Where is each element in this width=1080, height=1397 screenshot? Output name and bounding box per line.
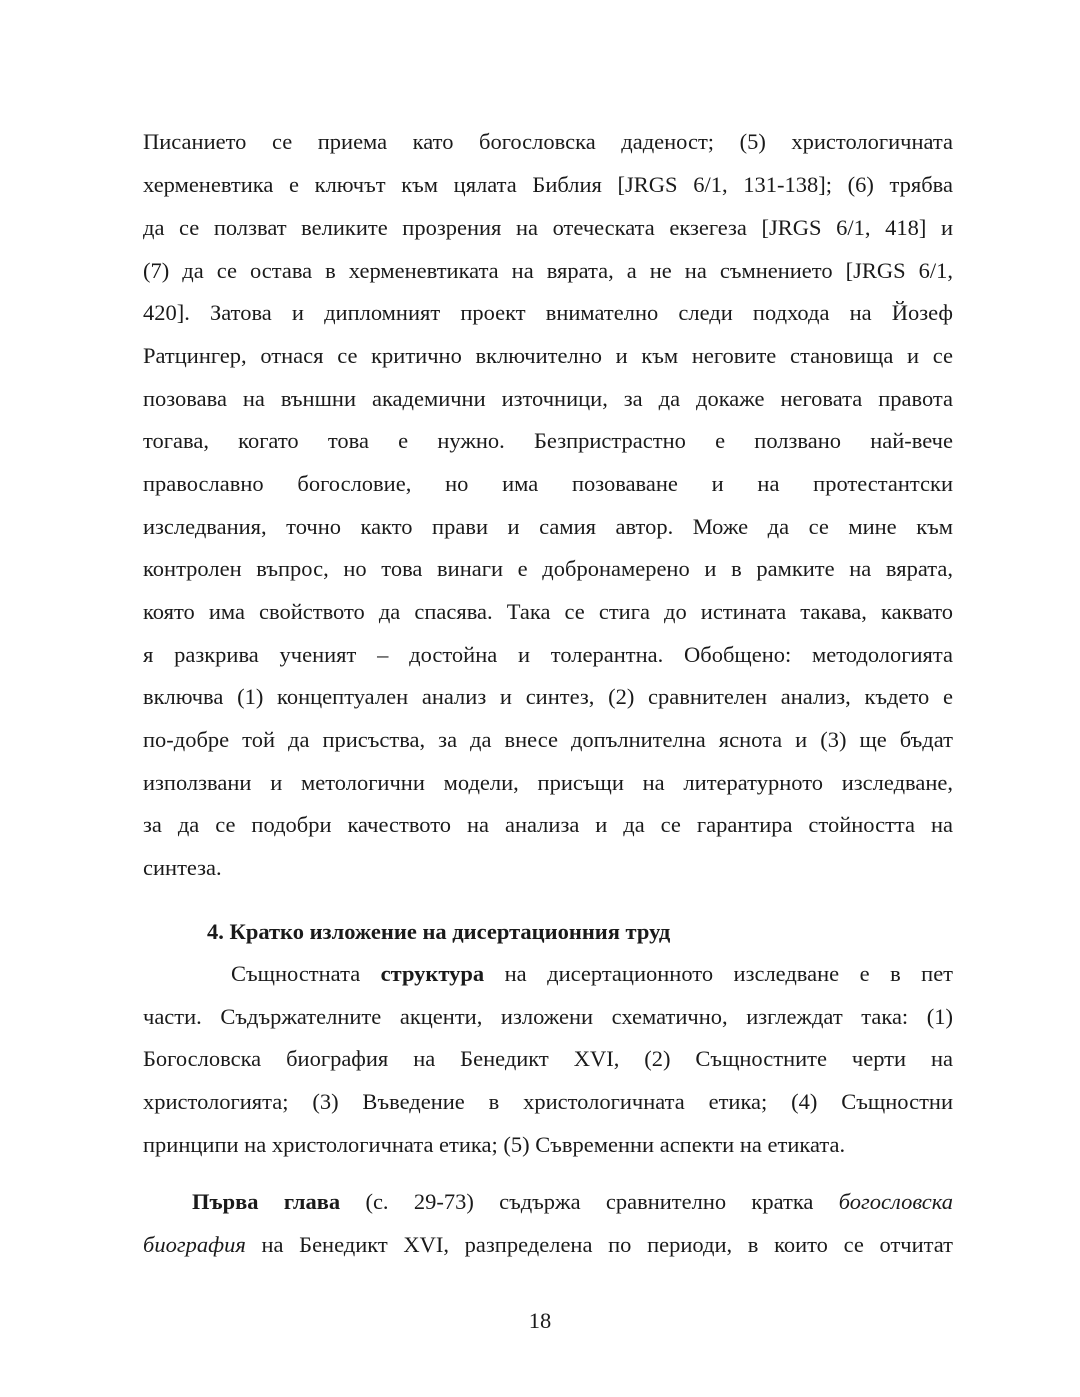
text-line: Ратцингер, отнася се критично включително и към неговите становища и се (143, 343, 953, 368)
text-line: христологията; (3) Въведение в христологичната етика; (4) Същностни (143, 1089, 953, 1114)
text-line: да се ползват великите прозрения на отеческата екзегеза [JRGS 6/1, 418] и (143, 215, 953, 240)
text-line: изследвания, точно както прави и самия автор. Може да се мине към (143, 514, 953, 539)
text-line: по-добре той да присъства, за да внесе допълнителна яснота и (3) ще бъдат (143, 727, 953, 752)
text-line: Писанието се приема като богословска даденост; (5) христологичната (143, 129, 953, 154)
text-line: използвани и метологични модели, присъщи на литературното изследване, (143, 770, 953, 795)
text-line: православно богословие, но има позоваване и на протестантски (143, 471, 953, 496)
text-span: на Бенедикт XVI, разпределена по периоди, в които се отчитат (261, 1232, 953, 1257)
italic-term: биография (143, 1232, 246, 1257)
text-line (231, 959, 953, 989)
section-heading: 4. Кратко изложение на дисертационния труд (207, 919, 671, 944)
text-span: (с. 29-73) съдържа сравнително кратка (365, 1189, 814, 1214)
text-line: части. Съдържателните акценти, изложени схематично, изглеждат така: (1) (143, 1004, 953, 1029)
text-line: херменевтика е ключът към цялата Библия [JRGS 6/1, 131-138]; (6) трябва (143, 172, 953, 197)
text-line: позовава на външни академични източници, за да докаже неговата правота (143, 386, 953, 411)
text-span: на дисертационното изследване е в пет (504, 961, 954, 986)
italic-term: богословска (838, 1189, 953, 1214)
text-line (143, 1230, 953, 1260)
text-line: я разкрива ученият – достойна и толерантна. Обобщено: методологията (143, 642, 953, 667)
text-line: Богословска биография на Бенедикт XVI, (2) Същностните черти на (143, 1046, 953, 1071)
text-line (192, 1187, 953, 1217)
bold-term: структура (380, 961, 485, 986)
text-line: за да се подобри качеството на анализа и да се гарантира стойността на (143, 812, 953, 837)
page-number: 18 (528, 1308, 552, 1333)
text-line: (7) да се остава в херменевтиката на вярата, а не на съмнението [JRGS 6/1, (143, 258, 953, 283)
text-line: тогава, когато това е нужно. Безпристрастно е ползвано най-вече (143, 428, 953, 453)
text-line: контролен въпрос, но това винаги е добронамерено и в рамките на вярата, (143, 556, 953, 581)
text-line: 420]. Затова и дипломният проект внимателно следи подхода на Йозеф (143, 300, 953, 325)
text-line: която има свойството да спасява. Така се стига до истината такава, каквато (143, 599, 953, 624)
text-line: синтеза. (143, 855, 222, 880)
text-span: Същностната (231, 961, 361, 986)
text-line: принципи на христологичната етика; (5) Съвременни аспекти на етиката. (143, 1132, 846, 1157)
bold-term: Първа глава (192, 1189, 341, 1214)
text-line: включва (1) концептуален анализ и синтез, (2) сравнителен анализ, където е (143, 684, 953, 709)
